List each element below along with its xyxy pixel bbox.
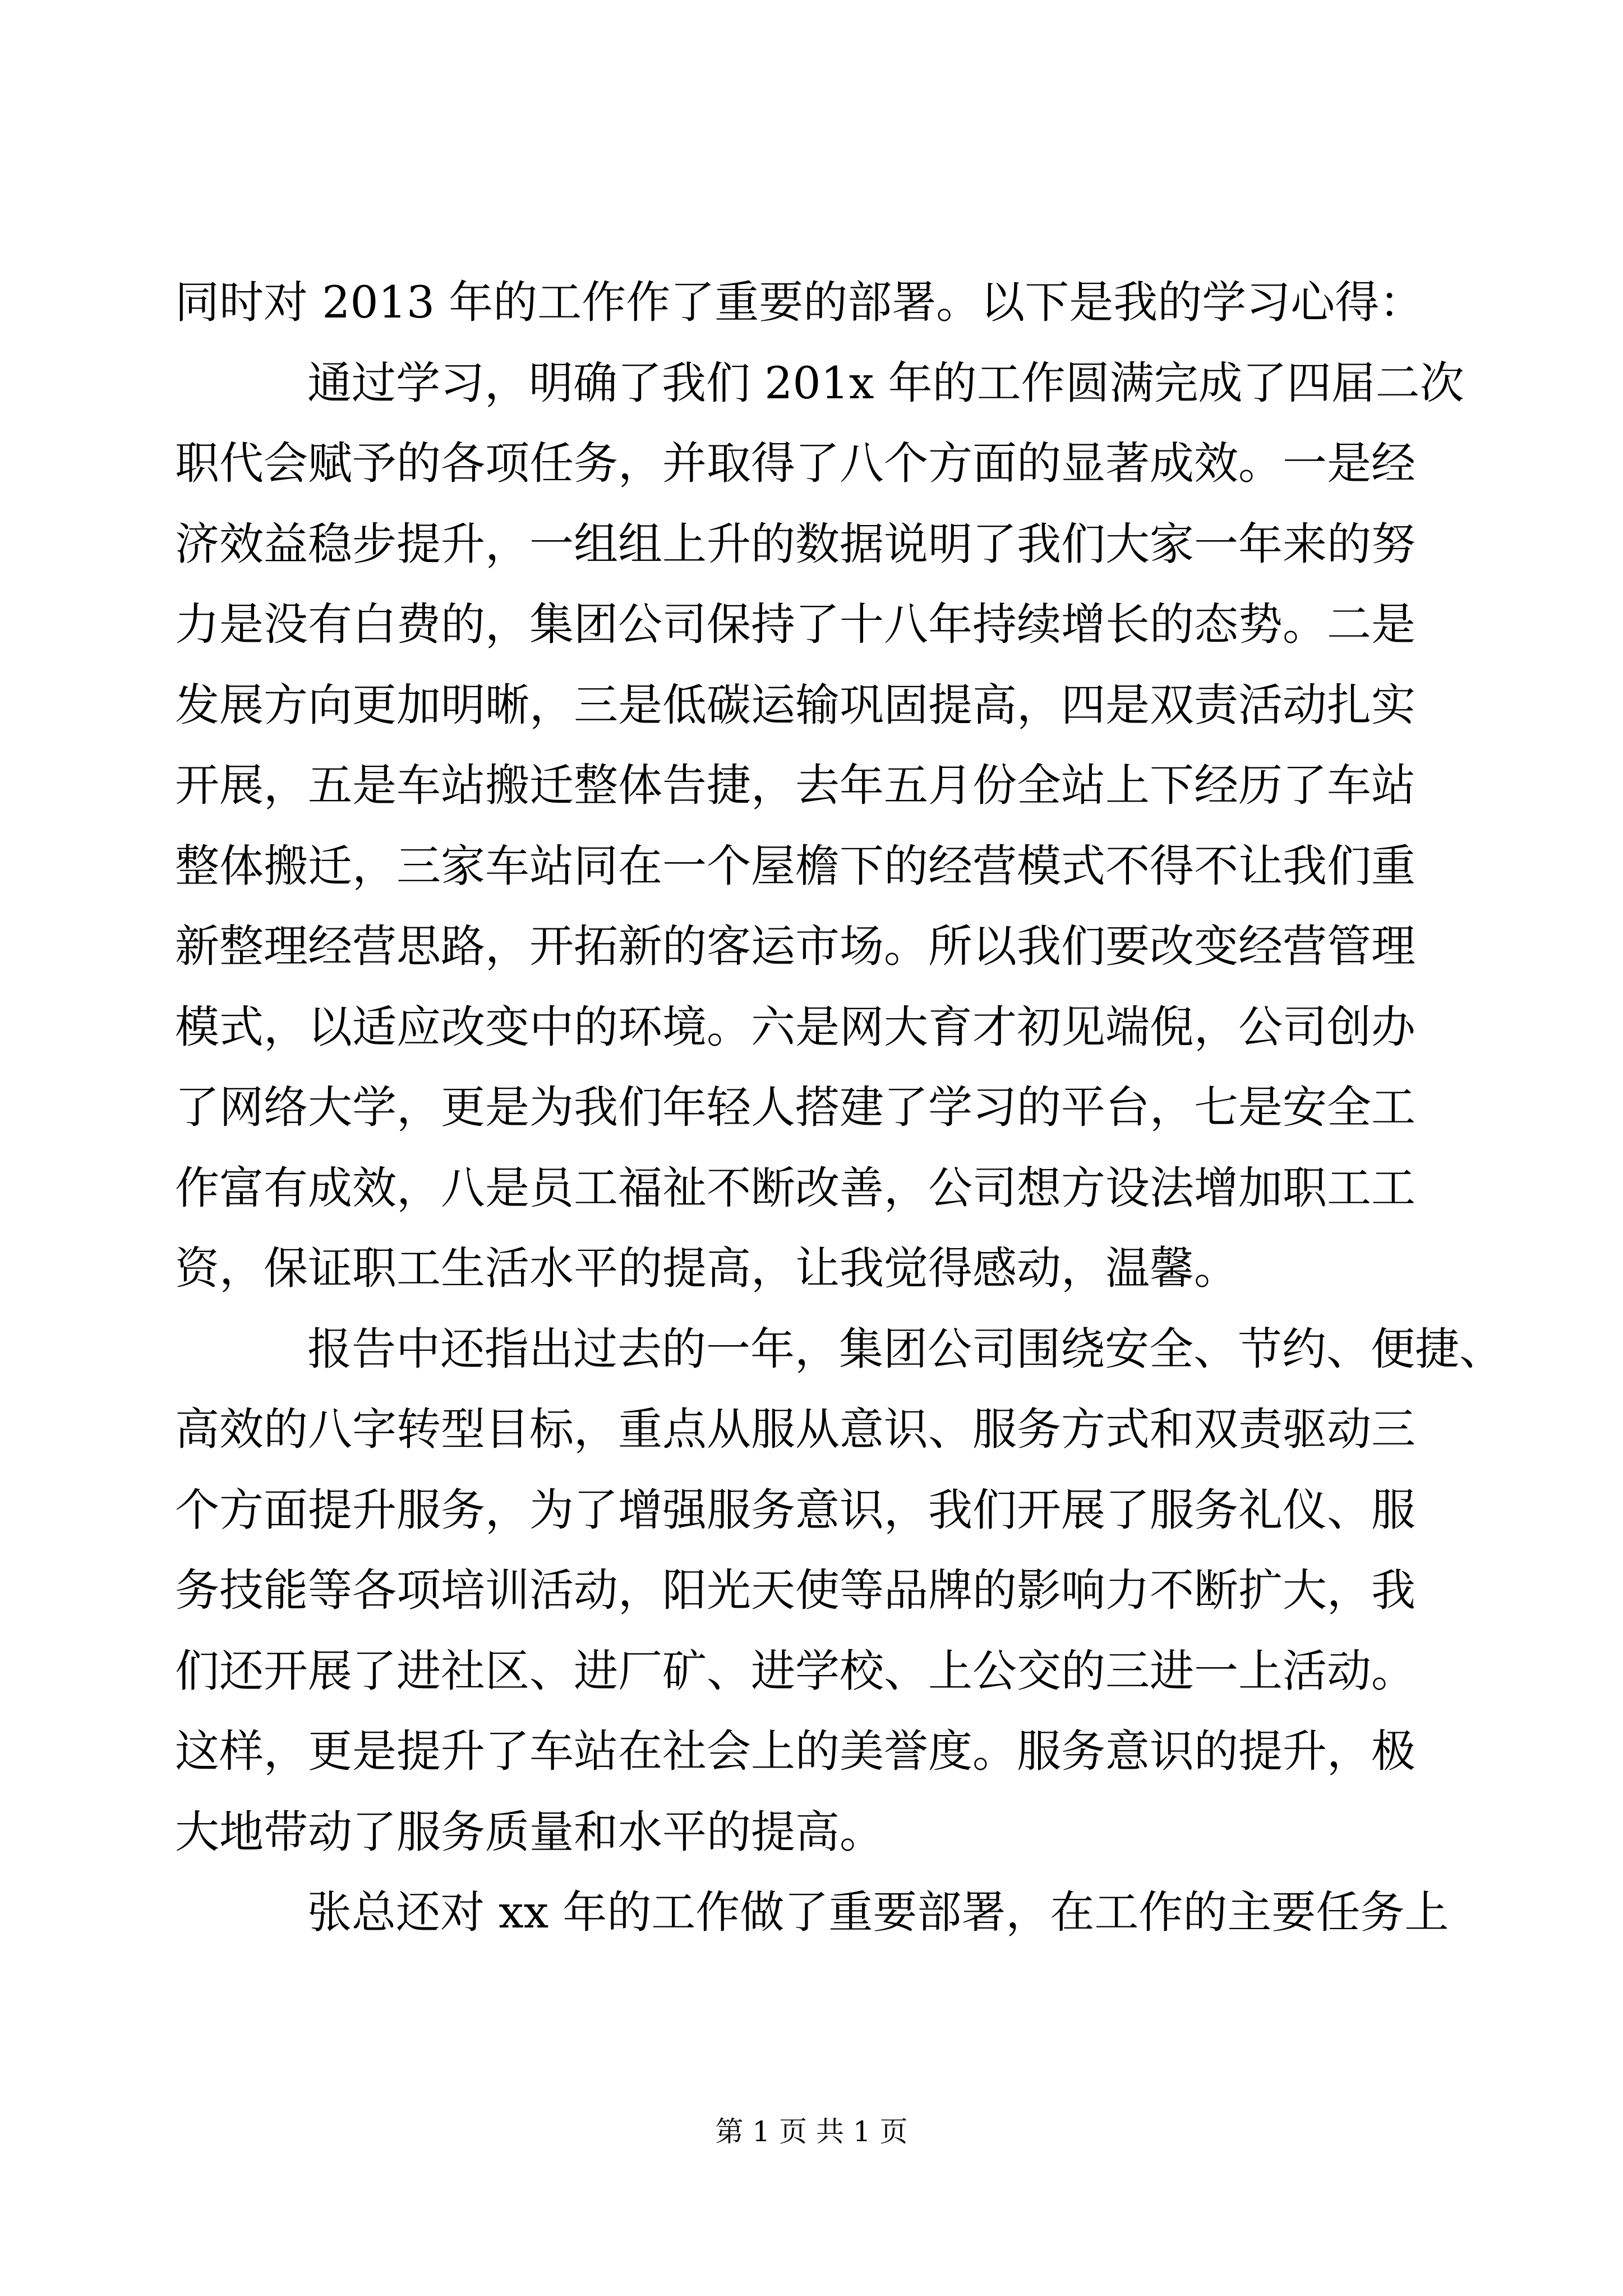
text-line: 作富有成效，八是员工福祉不断改善，公司想方设法增加职工工: [175, 1162, 1415, 1214]
page-footer: [0, 2115, 1623, 2148]
text-line: 务技能等各项培训活动，阳光天使等品牌的影响力不断扩大，我: [175, 1565, 1415, 1616]
text-line: 个方面提升服务，为了增强服务意识，我们开展了服务礼仪、服: [175, 1484, 1415, 1536]
text-line: 这样，更是提升了车站在社会上的美誉度。服务意识的提升，极: [175, 1726, 1415, 1777]
text-line: 发展方向更加明晰，三是低碳运输巩固提高，四是双责活动扎实: [175, 679, 1415, 731]
text-line: 开展，五是车站搬迁整体告捷，去年五月份全站上下经历了车站: [175, 760, 1415, 811]
text-line: 通过学习，明确了我们 201x 年的工作圆满完成了四届二次: [307, 357, 1464, 409]
text-line: 了网络大学，更是为我们年轻人搭建了学习的平台，七是安全工: [175, 1082, 1415, 1133]
text-line: 整体搬迁，三家车站同在一个屋檐下的经营模式不得不让我们重: [175, 840, 1415, 892]
text-line: 报告中还指出过去的一年，集团公司围绕安全、节约、便捷、: [307, 1323, 1504, 1375]
page-number-label: 第 1 页 共 1 页: [715, 2115, 908, 2148]
text-line: 新整理经营思路，开拓新的客运市场。所以我们要改变经营管理: [175, 921, 1415, 972]
text-line: 济效益稳步提升，一组组上升的数据说明了我们大家一年来的努: [175, 518, 1415, 570]
text-line: 力是没有白费的，集团公司保持了十八年持续增长的态势。二是: [175, 599, 1415, 650]
text-line: 高效的八字转型目标，重点从服从意识、服务方式和双责驱动三: [175, 1404, 1415, 1455]
text-line: 大地带动了服务质量和水平的提高。: [175, 1806, 884, 1858]
text-line: 们还开展了进社区、进厂矿、进学校、上公交的三进一上活动。: [175, 1645, 1415, 1697]
document-body: [175, 263, 1504, 1953]
text-line: 职代会赋予的各项任务，并取得了八个方面的显著成效。一是经: [175, 438, 1415, 489]
text-line: 张总还对 xx 年的工作做了重要部署，在工作的主要任务上: [307, 1887, 1449, 1938]
text-line: 资，保证职工生活水平的提高，让我觉得感动，温馨。: [175, 1243, 1238, 1294]
text-line: 模式，以适应改变中的环境。六是网大育才初见端倪，公司创办: [175, 1001, 1415, 1053]
text-line: 同时对 2013 年的工作作了重要的部署。以下是我的学习心得：: [175, 277, 1424, 328]
